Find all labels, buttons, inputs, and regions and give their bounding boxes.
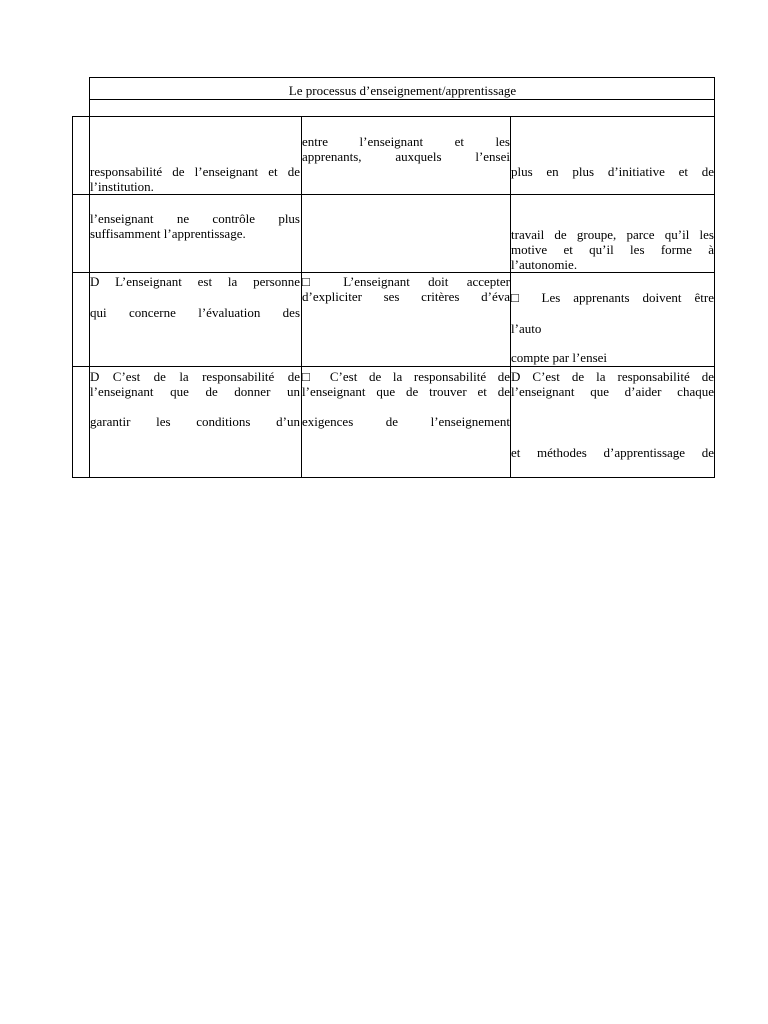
cell-line: qui concerne l’évaluation des [90,305,300,320]
row2-col3-cell [511,227,714,272]
row4-col2-cell [302,369,510,429]
cell-line: et méthodes d’apprentissage de [511,445,714,460]
row1-col2-cell [302,134,510,164]
cell-line: l’enseignant que d’aider chaque [511,384,714,399]
cell-line: l’enseignant que de donner un [90,384,300,399]
row4-col3-cell [511,369,714,460]
cell-line: d’expliciter ses critères d’éva [302,289,510,304]
cell-line: □ Les apprenants doivent être [511,290,714,305]
row1-col1-cell [90,164,300,194]
cell-line: l’enseignant que de trouver et de [302,384,510,399]
cell-line: l’autonomie. [511,257,578,272]
table-border-bottom [72,477,715,478]
table-border-right [714,77,715,478]
row3-col2-cell [302,274,510,304]
cell-line: responsabilité de l’enseignant et de [90,164,300,179]
cell-line: garantir les conditions d’un [90,414,300,429]
cell-line: travail de groupe, parce qu’il les [511,227,714,242]
table-border-row1-bottom [72,194,715,195]
cell-line: D L’enseignant est la personne [90,274,300,289]
row3-col3-cell [511,290,714,365]
cell-line: □ C’est de la responsabilité de [302,369,510,384]
row1-col3-cell [511,164,714,179]
table-border-title-bottom [90,99,715,100]
cell-line: exigences de l’enseignement [302,414,510,429]
cell-line: l’institution. [90,179,154,194]
table-border-top [90,77,715,78]
table-border-blank-row-bottom [72,116,715,117]
row2-col1-cell [90,211,300,241]
cell-line: compte par l’ensei [511,350,608,365]
cell-line: □ L’enseignant doit accepter [302,274,510,289]
table-border-row3-bottom [72,366,715,367]
cell-line: entre l’enseignant et les [302,134,510,149]
cell-line: D C’est de la responsabilité de [511,369,714,384]
table-border-row2-bottom [72,272,715,273]
table-title: Le processus d’enseignement/apprentissage [288,83,517,98]
cell-line: D C’est de la responsabilité de [90,369,300,384]
cell-line: l’auto [511,321,542,336]
row3-col1-cell [90,274,300,320]
cell-line: motive et qu’il les forme à [511,242,714,257]
cell-line: apprenants, auxquels l’ensei [302,149,510,164]
table-border-left-outer [72,116,73,478]
cell-line: plus en plus d’initiative et de [511,164,714,179]
row4-col1-cell [90,369,300,429]
cell-line: suffisamment l’apprentissage. [90,226,246,241]
cell-line: l’enseignant ne contrôle plus [90,211,300,226]
